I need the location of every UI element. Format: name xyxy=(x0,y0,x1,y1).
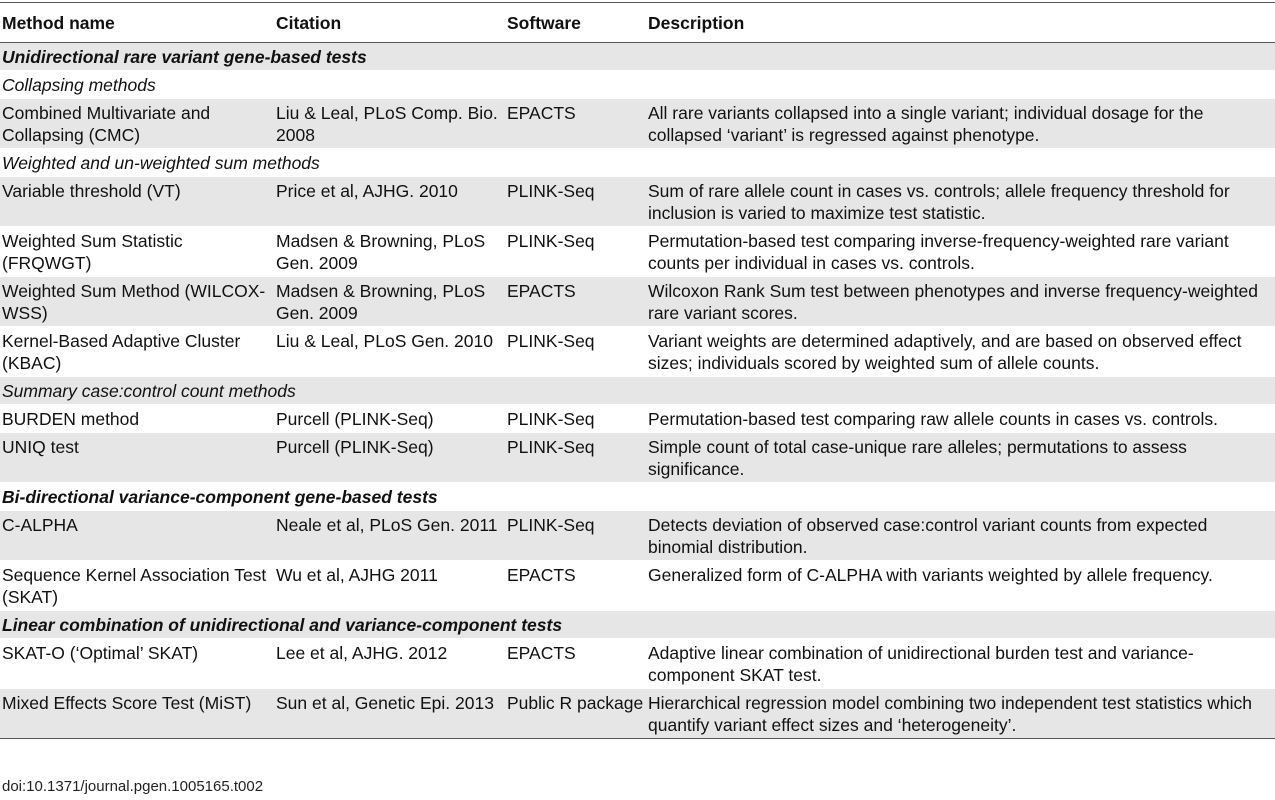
software-cell: PLINK-Seq xyxy=(507,327,648,377)
description-cell: Simple count of total case-unique rare alleles; permutations to assess significance. xyxy=(648,433,1275,483)
method-name-cell: Weighted Sum Statistic (FRQWGT) xyxy=(0,227,276,277)
column-header-citation: Citation xyxy=(276,3,507,43)
software-cell: PLINK-Seq xyxy=(507,227,648,277)
table-body xyxy=(0,43,1275,739)
software-cell: EPACTS xyxy=(507,561,648,611)
header-row xyxy=(0,3,1275,43)
doi-caption: doi:10.1371/journal.pgen.1005165.t002 xyxy=(2,778,264,795)
method-name-cell: Variable threshold (VT) xyxy=(0,177,276,227)
subsection-heading-row xyxy=(0,377,1275,405)
citation-cell: Wu et al, AJHG 2011 xyxy=(276,561,507,611)
citation-cell: Purcell (PLINK-Seq) xyxy=(276,433,507,483)
subsection-heading-row xyxy=(0,149,1275,177)
citation-cell: Madsen & Browning, PLoS Gen. 2009 xyxy=(276,227,507,277)
description-cell: Sum of rare allele count in cases vs. controls; allele frequency threshold for inclusion is varied to maximize test statistic. xyxy=(648,177,1275,227)
method-name-cell: Weighted Sum Method (WILCOX-WSS) xyxy=(0,277,276,327)
table-row xyxy=(0,405,1275,433)
section-heading: Linear combination of unidirectional and variance-component tests xyxy=(0,611,1275,639)
table-row xyxy=(0,689,1275,739)
description-cell: Generalized form of C-ALPHA with variants weighted by allele frequency. xyxy=(648,561,1275,611)
software-cell: Public R package xyxy=(507,689,648,739)
table-row xyxy=(0,433,1275,483)
citation-cell: Neale et al, PLoS Gen. 2011 xyxy=(276,511,507,561)
method-name-cell: Mixed Effects Score Test (MiST) xyxy=(0,689,276,739)
section-heading: Bi-directional variance-component gene-based tests xyxy=(0,483,1275,511)
table-row xyxy=(0,511,1275,561)
table-row xyxy=(0,639,1275,689)
table-row xyxy=(0,99,1275,149)
subsection-heading-row xyxy=(0,71,1275,99)
description-cell: All rare variants collapsed into a single variant; individual dosage for the collapsed ‘variant’ is regressed against phenotype. xyxy=(648,99,1275,149)
subsection-heading: Weighted and un-weighted sum methods xyxy=(0,149,1275,177)
column-header-description: Description xyxy=(648,3,1275,43)
description-cell: Wilcoxon Rank Sum test between phenotypes and inverse frequency-weighted rare variant scores. xyxy=(648,277,1275,327)
citation-cell: Purcell (PLINK-Seq) xyxy=(276,405,507,433)
citation-cell: Madsen & Browning, PLoS Gen. 2009 xyxy=(276,277,507,327)
citation-cell: Lee et al, AJHG. 2012 xyxy=(276,639,507,689)
table-row xyxy=(0,561,1275,611)
method-name-cell: C-ALPHA xyxy=(0,511,276,561)
method-name-cell: BURDEN method xyxy=(0,405,276,433)
description-cell: Permutation-based test comparing inverse-frequency-weighted rare variant counts per individual in cases vs. controls. xyxy=(648,227,1275,277)
description-cell: Variant weights are determined adaptively, and are based on observed effect sizes; individuals scored by weighted sum of allele counts. xyxy=(648,327,1275,377)
description-cell: Hierarchical regression model combining two independent test statistics which quantify variant effect sizes and ‘heterogeneity’. xyxy=(648,689,1275,739)
subsection-heading: Collapsing methods xyxy=(0,71,1275,99)
method-name-cell: Sequence Kernel Association Test (SKAT) xyxy=(0,561,276,611)
citation-cell: Price et al, AJHG. 2010 xyxy=(276,177,507,227)
subsection-heading: Summary case:control count methods xyxy=(0,377,1275,405)
method-name-cell: Combined Multivariate and Collapsing (CMC) xyxy=(0,99,276,149)
method-name-cell: Kernel-Based Adaptive Cluster (KBAC) xyxy=(0,327,276,377)
section-heading-row xyxy=(0,611,1275,639)
methods-table xyxy=(0,2,1275,739)
citation-cell: Sun et al, Genetic Epi. 2013 xyxy=(276,689,507,739)
software-cell: PLINK-Seq xyxy=(507,405,648,433)
description-cell: Adaptive linear combination of unidirectional burden test and variance-component SKAT test. xyxy=(648,639,1275,689)
table-row xyxy=(0,227,1275,277)
description-cell: Permutation-based test comparing raw allele counts in cases vs. controls. xyxy=(648,405,1275,433)
software-cell: PLINK-Seq xyxy=(507,433,648,483)
method-name-cell: UNIQ test xyxy=(0,433,276,483)
column-header-software: Software xyxy=(507,3,648,43)
table-row xyxy=(0,327,1275,377)
software-cell: PLINK-Seq xyxy=(507,511,648,561)
software-cell: PLINK-Seq xyxy=(507,177,648,227)
column-header-method-name: Method name xyxy=(0,3,276,43)
software-cell: EPACTS xyxy=(507,99,648,149)
method-name-cell: SKAT-O (‘Optimal’ SKAT) xyxy=(0,639,276,689)
table-row xyxy=(0,277,1275,327)
section-heading: Unidirectional rare variant gene-based tests xyxy=(0,43,1275,71)
citation-cell: Liu & Leal, PLoS Gen. 2010 xyxy=(276,327,507,377)
section-heading-row xyxy=(0,483,1275,511)
table-row xyxy=(0,177,1275,227)
table-header xyxy=(0,3,1275,43)
software-cell: EPACTS xyxy=(507,639,648,689)
section-heading-row xyxy=(0,43,1275,71)
description-cell: Detects deviation of observed case:control variant counts from expected binomial distribution. xyxy=(648,511,1275,561)
software-cell: EPACTS xyxy=(507,277,648,327)
citation-cell: Liu & Leal, PLoS Comp. Bio. 2008 xyxy=(276,99,507,149)
